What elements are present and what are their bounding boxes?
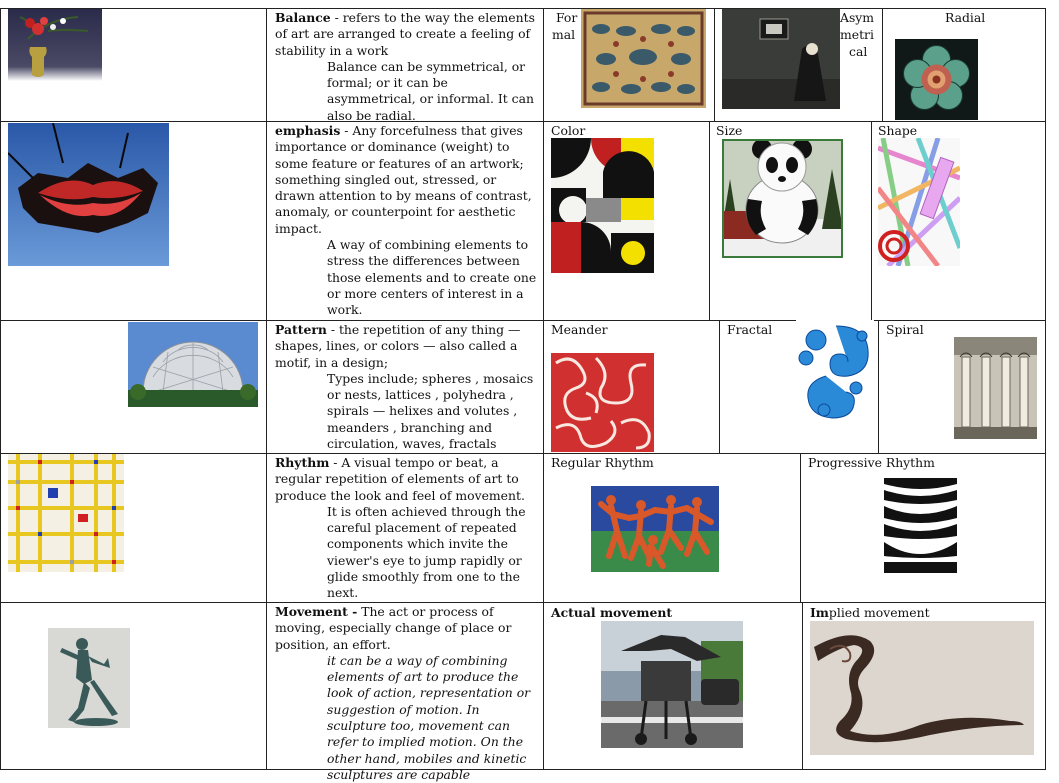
movement-description [267, 604, 543, 783]
shape-label: Shape [878, 123, 918, 138]
implied-movement-label-rest: plied movement [828, 605, 930, 620]
flower-vase-image [8, 9, 102, 81]
implied-movement-label [810, 605, 930, 621]
movement-detail: it can be a way of combining elements of art to produce the look of action, representation or suggestion of motion. In sculpture too, movement can refer to implied motion. On the other hand, mobiles and kinetic sculptures are capable [327, 652, 531, 782]
pattern-detail: Types include; spheres , mosaics or nests, lattices , polyhedra , spirals — helixes and volutes , meanders , branching and circulation, waves, fractals [327, 370, 534, 452]
meander-image [551, 353, 654, 452]
progressive-rhythm-label: Progressive Rhythm [808, 455, 935, 470]
implied-movement-label-bold: Im [810, 605, 829, 620]
dancers-image [591, 486, 719, 572]
radial-label: Radial [945, 10, 986, 25]
asymmetrical-label-line1: Asym [840, 10, 875, 25]
actual-movement-image [601, 621, 743, 748]
implied-movement-sculpture-image [810, 621, 1034, 755]
emphasis-description [267, 123, 543, 319]
progressive-rhythm-image [884, 478, 957, 573]
asymmetrical-label-line2: metri [840, 27, 874, 42]
panda-image [722, 139, 843, 258]
regular-rhythm-label: Regular Rhythm [551, 455, 654, 470]
formal-label-line2: mal [552, 27, 576, 42]
balance-definition: - refers to the way the elements of art are arranged to create a feeling of stability in a work [275, 10, 535, 58]
rhythm-description [267, 455, 543, 602]
geodesic-dome-image [128, 322, 258, 407]
emphasis-detail: A way of combining elements to stress the differences between those elements and to create one or more centers of interest in a work. [327, 237, 537, 318]
fractal-label: Fractal [727, 322, 773, 337]
fractal-image [796, 320, 874, 422]
spiral-columns-image [954, 337, 1037, 439]
size-label: Size [716, 123, 743, 138]
actual-movement-label: Actual movement [551, 605, 673, 620]
shape-emphasis-image [878, 138, 960, 266]
color-emphasis-image [551, 138, 654, 273]
dancing-statue-image [48, 628, 130, 728]
emphasis-term: emphasis [275, 123, 341, 138]
asymmetrical-label-line3: cal [849, 44, 868, 59]
movement-term: Movement - [275, 604, 358, 619]
radial-rosette-image [895, 39, 978, 120]
meander-label: Meander [551, 322, 608, 337]
rhythm-detail: It is often achieved through the careful placement of repeated components which invite the viewer's eye to jump rapidly or glide smoothly from one to the next. [327, 503, 526, 601]
asymmetrical-painting-image [722, 9, 840, 109]
rhythm-definition: - A visual tempo or beat, a regular repetition of elements of art to produce the look and feel of movement. [275, 455, 525, 503]
formal-tapestry-image [581, 9, 706, 108]
movement-definition: The act or process of moving, especially change of place or position, an effort. [275, 604, 512, 652]
color-label: Color [551, 123, 586, 138]
formal-label-line1: For [556, 10, 578, 25]
grid-painting-image [8, 454, 124, 572]
lips-image [8, 123, 169, 266]
pattern-description [267, 322, 543, 452]
emphasis-definition: - Any forcefulness that gives importance or dominance (weight) to some feature or features of an artwork; something singled out, stressed, or drawn attention to by means of contrast, anomaly, or counterpoint for aesthetic impact. [275, 123, 532, 236]
balance-term: Balance [275, 10, 331, 25]
rhythm-term: Rhythm [275, 455, 330, 470]
balance-detail: Balance can be symmetrical, or formal; or it can be asymmetrical, or informal. It can also be radial. [327, 58, 534, 123]
balance-description [267, 10, 543, 124]
pattern-definition: - the repetition of any thing — shapes, lines, or colors — also called a motif, in a design; [275, 322, 521, 370]
pattern-term: Pattern [275, 322, 327, 337]
spiral-label: Spiral [886, 322, 924, 337]
